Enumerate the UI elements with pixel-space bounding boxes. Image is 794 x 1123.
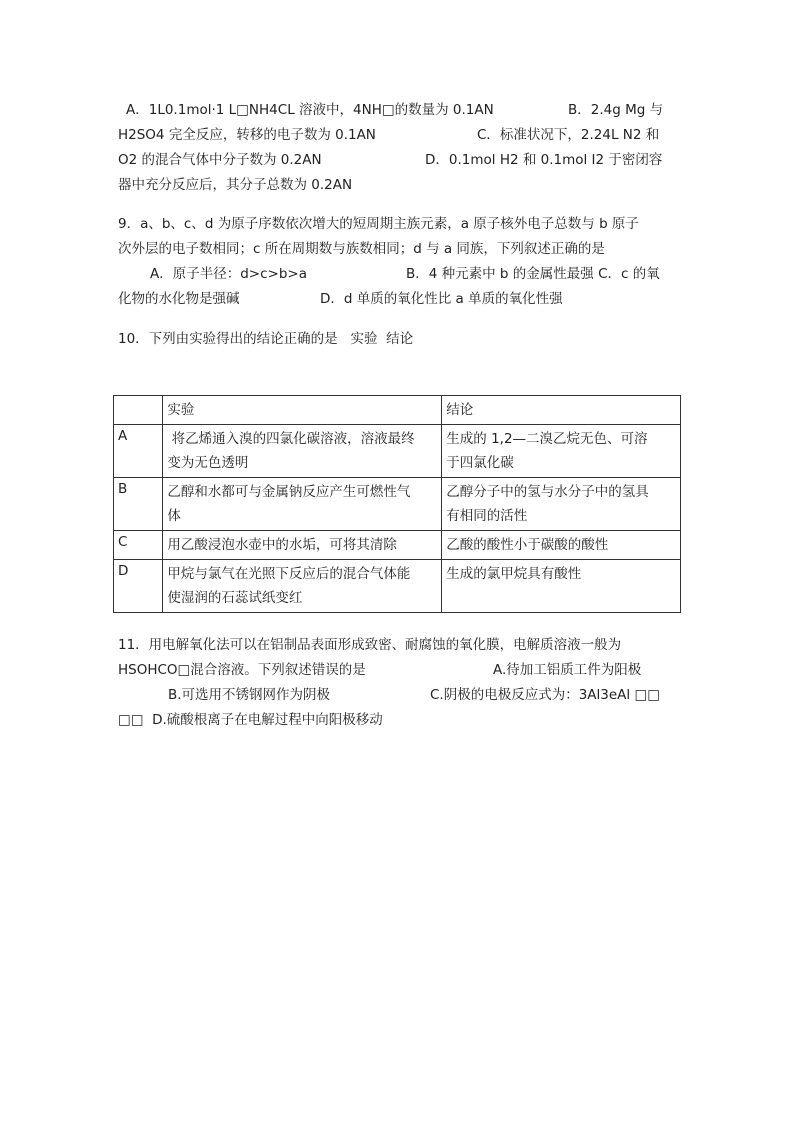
- q11-options-line2: [0, 711, 794, 729]
- row-label: D: [114, 560, 163, 613]
- q9-options-line2: 化物的水化物是强碱 D．d 单质的氧化性比 a 单质的氧化性强: [118, 291, 563, 307]
- table-row: [114, 531, 681, 560]
- table-header-cell: 实验: [163, 396, 442, 425]
- table-row: [114, 425, 681, 478]
- table-row: [114, 478, 681, 531]
- q8-option-a: A．1L0.1mol·1 L□NH4CL 溶液中，4NH□的数量为 0.1AN B．2.4g Mg 与: [126, 102, 664, 118]
- table-header-cell: 结论: [442, 396, 681, 425]
- experiment-cell: 甲烷与氯气在光照下反应后的混合气体能 使湿润的石蕊试纸变红: [163, 560, 442, 613]
- experiment-cell: 将乙烯通入溴的四氯化碳溶液，溶液最终 变为无色透明: [163, 425, 442, 478]
- row-label: C: [114, 531, 163, 560]
- conclusion-cell: 乙酸的酸性小于碳酸的酸性: [442, 531, 681, 560]
- q8-option-d: D．0.1mol H2 和 0.1mol I2 于密闭容: [425, 152, 663, 168]
- experiment-cell: 乙醇和水都可与金属钠反应产生可燃性气 体: [163, 478, 442, 531]
- q11-option-b: B.可选用不锈钢网作为阴极: [168, 687, 331, 703]
- q11-stem-line2: HSOHCO□混合溶液。下列叙述错误的是 A.待加工铝质工件为阳极: [118, 662, 642, 678]
- q11-stem-line1: 11．用电解氧化法可以在铝制品表面形成致密、耐腐蚀的氧化膜，电解质溶液一般为: [118, 637, 622, 653]
- row-label: B: [114, 478, 163, 531]
- q10-question: 10．下列由实验得出的结论正确的是 实验 结论: [118, 331, 414, 347]
- q9-option-b: B．4 种元素中 b 的金属性最强 C．c 的氧: [406, 266, 660, 282]
- q11-options-line1: [0, 686, 794, 704]
- table-header-cell: [114, 396, 163, 425]
- conclusion-cell: 生成的 1,2—二溴乙烷无色、可溶 于四氯化碳: [442, 425, 681, 478]
- q9-stem-line1: 9．a、b、c、d 为原子序数依次增大的短周期主族元素，a 原子核外电子总数与 b 原子: [118, 216, 639, 232]
- q9-option-d: D．d 单质的氧化性比 a 单质的氧化性强: [320, 291, 563, 307]
- row-label: A: [114, 425, 163, 478]
- q8-option-b: B．2.4g Mg 与: [568, 102, 664, 118]
- q8-option-d-cont: 器中充分反应后，其分子总数为 0.2AN: [118, 177, 353, 193]
- q9-options-line1: [0, 265, 794, 283]
- conclusion-cell: 乙醇分子中的氢与水分子中的氢具 有相同的活性: [442, 478, 681, 531]
- experiment-cell: 用乙酸浸泡水壶中的水垢，可将其清除: [163, 531, 442, 560]
- q11-option-c: C.阴极的电极反应式为：3Al3eAl □□: [430, 687, 660, 703]
- q9-stem-line2: 次外层的电子数相同；c 所在周期数与族数相同；d 与 a 同族，下列叙述正确的是: [118, 241, 605, 257]
- q8-option-c: C．标准状况下，2.24L N2 和: [477, 127, 660, 143]
- table-row: [114, 560, 681, 613]
- q11-option-a: A.待加工铝质工件为阳极: [493, 662, 642, 678]
- q8-option-b-cont: H2SO4 完全反应，转移的电子数为 0.1AN C．标准状况下，2.24L N2 和: [118, 127, 660, 143]
- conclusion-cell: 生成的氯甲烷具有酸性: [442, 560, 681, 613]
- q11-option-d: □□ D.硫酸根离子在电解过程中向阳极移动: [118, 712, 383, 728]
- q8-option-c-cont: O2 的混合气体中分子数为 0.2AN D．0.1mol H2 和 0.1mol I2 于密闭容: [118, 152, 663, 168]
- experiment-table: [113, 395, 681, 613]
- table-header-row: [114, 396, 681, 425]
- q9-option-a: A．原子半径：d>c>b>a: [150, 266, 308, 282]
